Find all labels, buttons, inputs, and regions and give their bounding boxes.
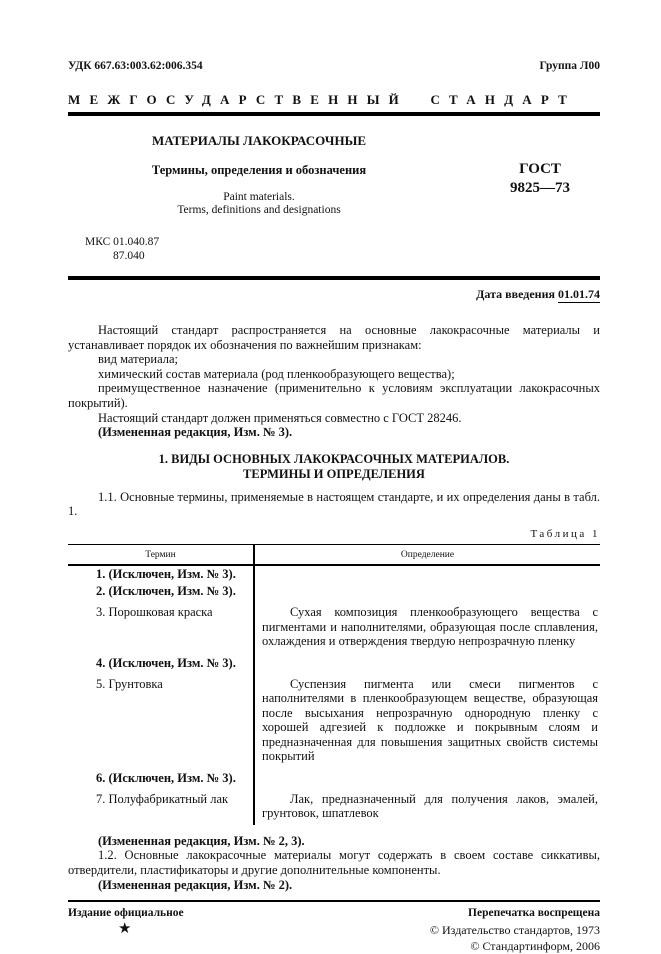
copyright-block [430, 923, 600, 954]
introduction [68, 323, 600, 440]
mks-code-line1: МКС 01.040.87 [85, 236, 160, 248]
term-cell-4: 4. (Исключен, Изм. № 3). [68, 650, 255, 672]
clause-1-1: 1.1. Основные термины, применяемые в настоящем стандарте, и их определения даны в табл. 1. [68, 489, 600, 519]
section-rule [68, 276, 600, 280]
definition-cell-7: Лак, предназначенный для получения лаков, эмалей, грунтовок, шпатлевок [262, 791, 598, 821]
footer-rule [68, 900, 600, 902]
star-icon: ★ [118, 921, 132, 938]
document-header [68, 60, 600, 72]
post-table-text [68, 834, 600, 892]
amendment-note-intro: (Измененная редакция, Изм. № 3). [98, 425, 293, 440]
group-code: Группа Л00 [539, 60, 600, 72]
standard-type-banner: МЕЖГОСУДАРСТВЕННЫЙ СТАНДАРТ [68, 92, 577, 107]
effective-date-label: Дата введения [476, 287, 555, 301]
section-heading-line1: 1. ВИДЫ ОСНОВНЫХ ЛАКОКРАСОЧНЫХ МАТЕРИАЛОВ. [158, 451, 510, 466]
table-header-definition: Определение [255, 545, 600, 566]
copyright-line-2: © Стандартинформ, 2006 [470, 938, 600, 953]
table-header-term: Термин [68, 545, 255, 566]
term-cell-2: 2. (Исключен, Изм. № 3). [68, 583, 255, 600]
gost-number: 9825—73 [510, 180, 570, 196]
intro-paragraph-2: Настоящий стандарт должен применяться совместно с ГОСТ 28246. [98, 410, 462, 425]
term-cell-7: 7. Полуфабрикатный лак [68, 787, 255, 825]
table-caption: Таблица 1 [530, 527, 600, 540]
term-cell-5: 5. Грунтовка [68, 672, 255, 766]
terms-table [68, 544, 600, 825]
document-subtitle: Термины, определения и обозначения [151, 163, 367, 177]
effective-date-value: 01.01.74 [558, 287, 600, 301]
title-block [68, 133, 600, 216]
term-cell-6: 6. (Исключен, Изм. № 3). [68, 765, 255, 787]
mks-code-line2: 87.040 [113, 250, 145, 262]
gost-designation [480, 160, 600, 216]
title-english-line1: Paint materials. [223, 191, 295, 203]
clause-1-2: 1.2. Основные лакокрасочные материалы могут содержать в своем составе сиккативы, отвердители, пластификаторы и другие дополнительные компоненты. [68, 848, 600, 878]
amendment-note-table: (Измененная редакция, Изм. № 2, 3). [98, 833, 305, 848]
amendment-note-1-2: (Измененная редакция, Изм. № 2). [98, 877, 293, 892]
term-cell-3: 3. Порошковая краска [68, 599, 255, 650]
copyright-line-1: © Издательство стандартов, 1973 [429, 923, 600, 938]
definition-cell-4 [255, 650, 600, 672]
term-cell-1: 1. (Исключен, Изм. № 3). [68, 566, 255, 583]
title-english-line2: Terms, definitions and designations [177, 204, 341, 216]
document-title: МАТЕРИАЛЫ ЛАКОКРАСОЧНЫЕ [152, 133, 366, 148]
official-edition-label: Издание официальное [68, 907, 184, 920]
intro-paragraph-1: Настоящий стандарт распространяется на основные лакокрасочные материалы и устанавливает порядок их обозначения по важнейшим признакам: [68, 323, 600, 352]
reprint-notice-label: Перепечатка воспрещена [468, 907, 600, 920]
intro-list-item-3: преимущественное назначение (применительно к условиям эксплуатации лакокрасочных покрытий). [68, 381, 600, 410]
footer-labels [68, 907, 600, 919]
definition-cell-2 [255, 583, 600, 600]
header-rule [68, 112, 600, 116]
gost-label: ГОСТ [519, 161, 561, 177]
definition-cell-5: Суспензия пигмента или смеси пигментов с наполнителями в пленкообразующем веществе, образующая после высыхания непрозрачную однородную пленку с хорошей адгезией к подложке и покрывным слоям и предназначенная для повышения защитных свойств системы покрытий [262, 676, 598, 764]
intro-list-item-1: вид материала; [98, 352, 178, 367]
definition-cell-6 [255, 765, 600, 787]
definition-cell-1 [255, 566, 600, 583]
section-heading-line2: ТЕРМИНЫ И ОПРЕДЕЛЕНИЯ [243, 466, 425, 481]
definition-cell-3: Сухая композиция пленкообразующего вещества с пигментами и наполнителями, образующая после сплавления, охлаждения и отверждения твердую непрозрачную пленку [262, 605, 598, 649]
effective-date [68, 287, 600, 302]
section-1-heading [68, 452, 600, 482]
footer-bottom [68, 921, 600, 954]
intro-list-item-2: химический состав материала (род пленкообразующего вещества); [98, 366, 455, 381]
title-left-column [68, 133, 480, 216]
udk-number: УДК 667.63:003.62:006.354 [68, 60, 203, 72]
mks-codes [68, 235, 600, 263]
